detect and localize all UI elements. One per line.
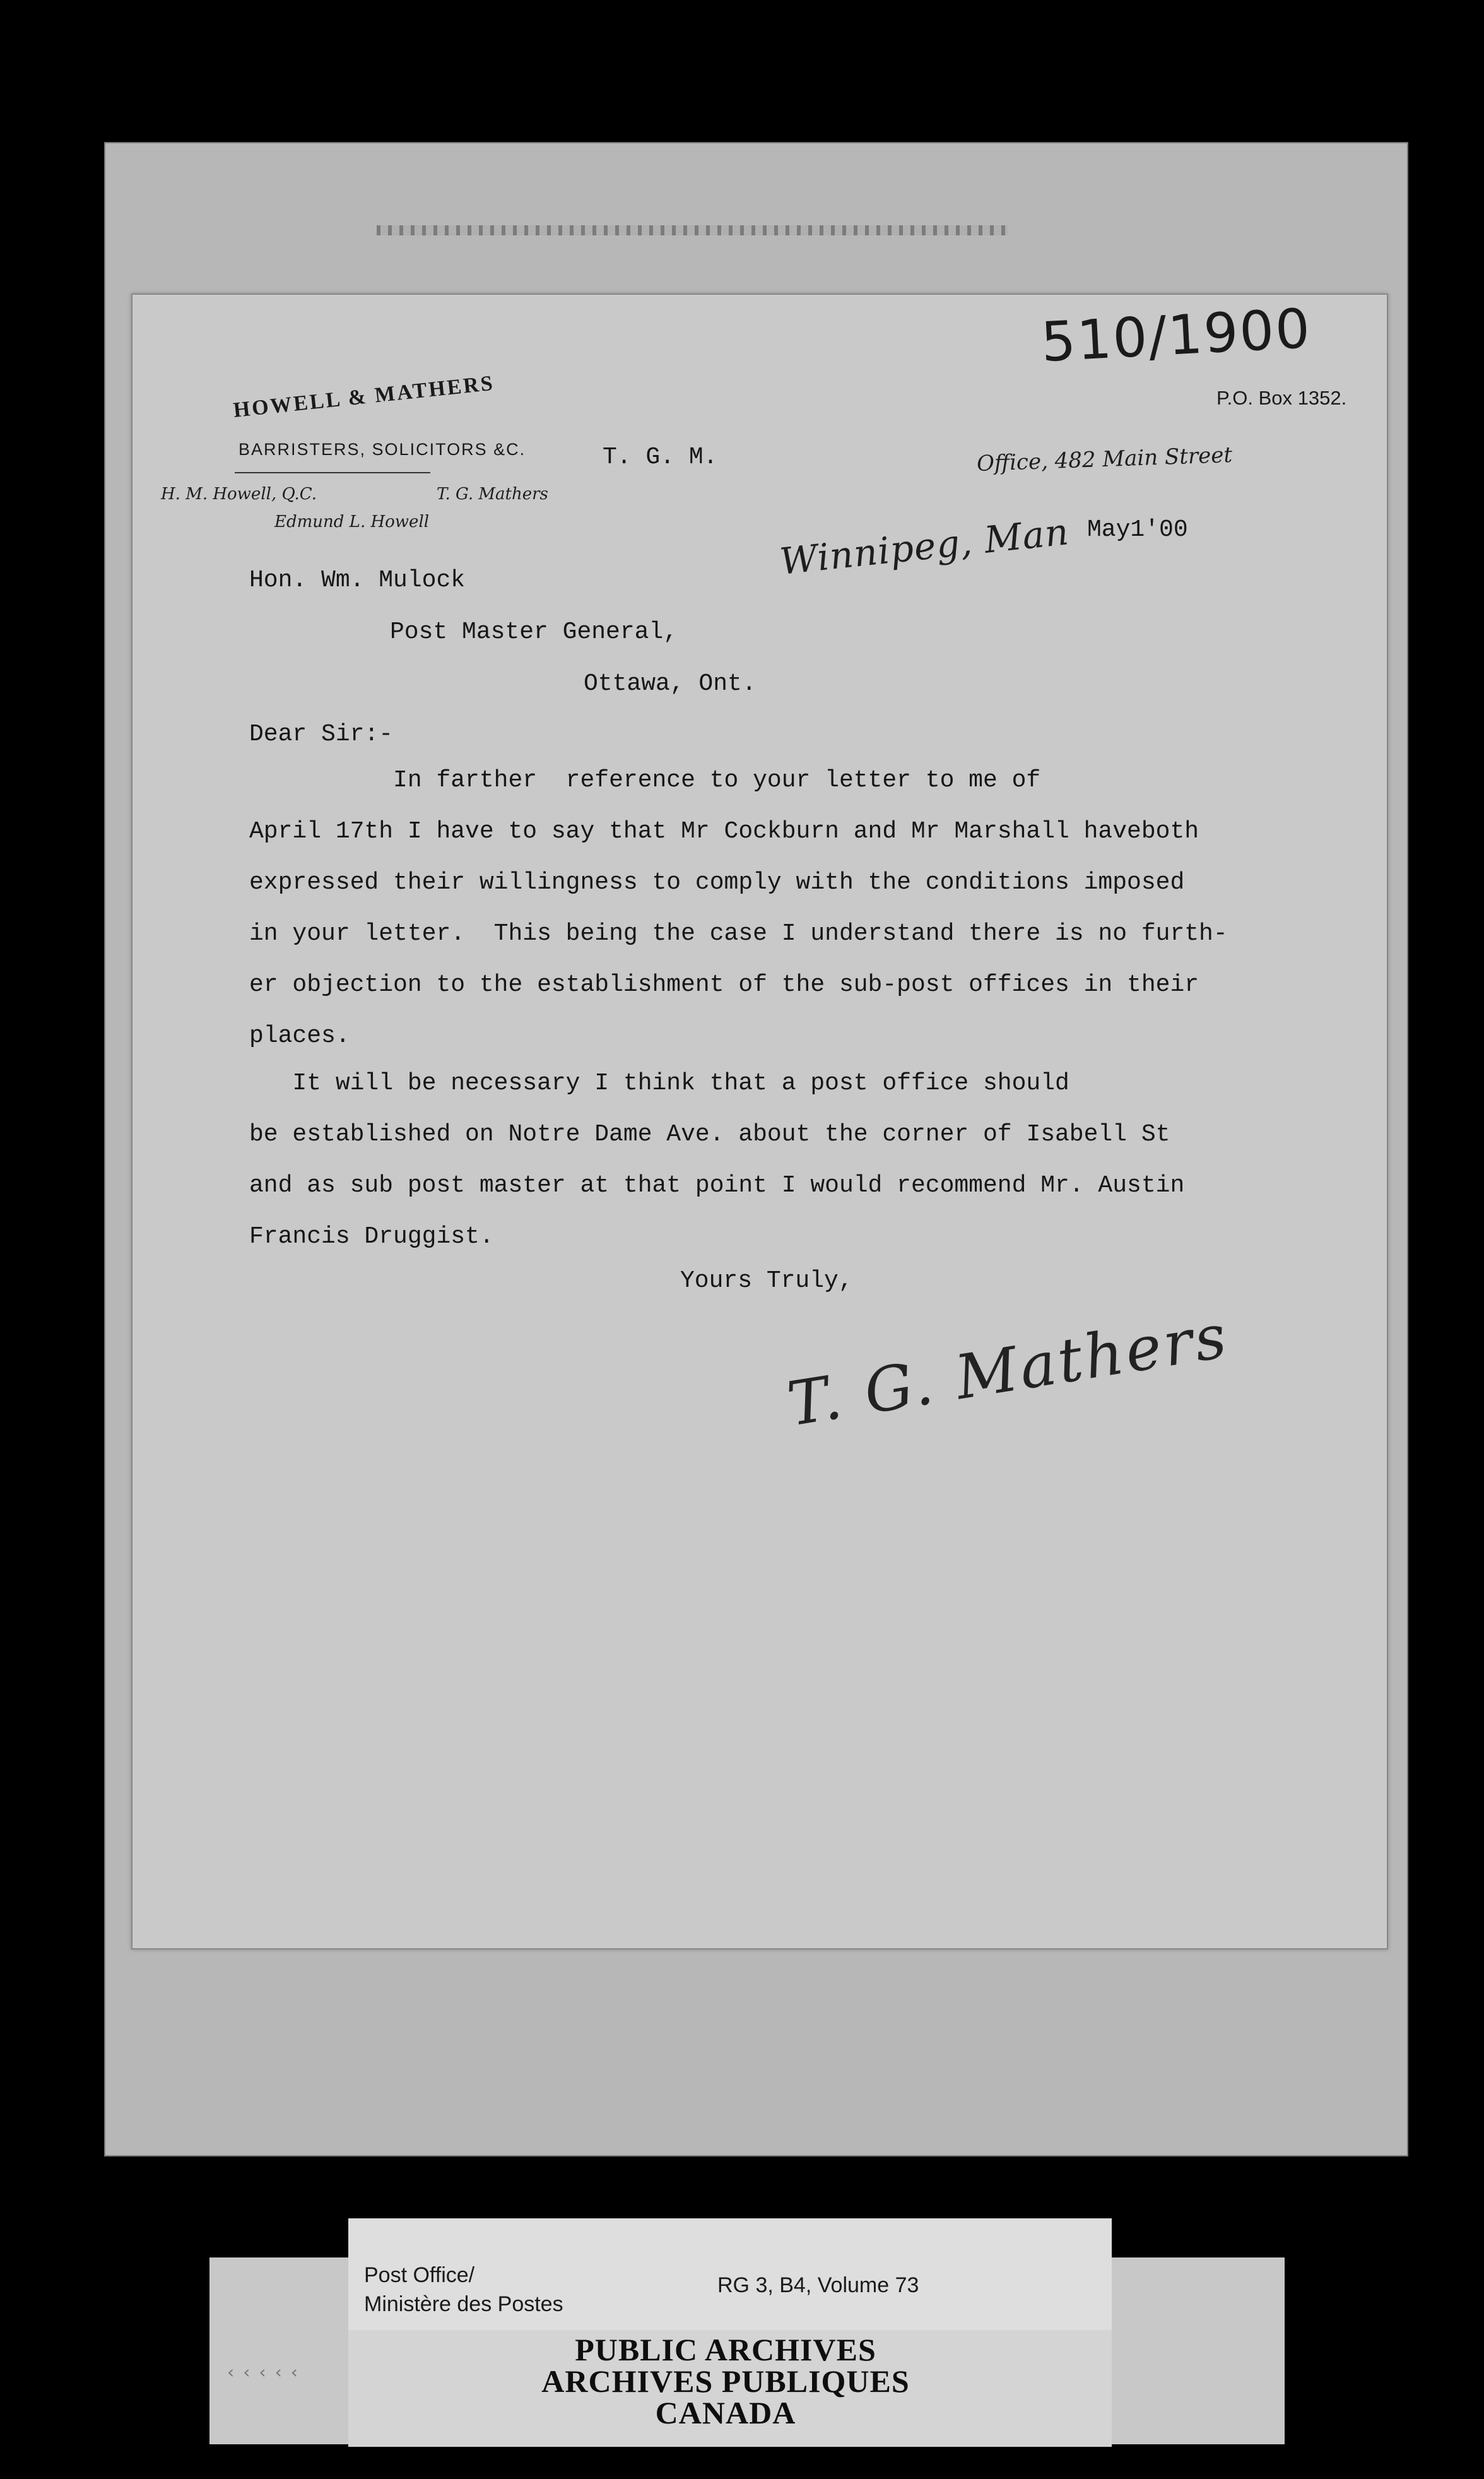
archive-stamp-line: CANADA: [655, 2395, 796, 2430]
letterhead-profession: BARRISTERS, SOLICITORS &C.: [238, 440, 526, 459]
archive-stamp-line: ARCHIVES PUBLIQUES: [541, 2364, 910, 2399]
initials: T. G. M.: [603, 444, 718, 471]
body-line: April 17th I have to say that Mr Cockburn and Mr Marshall haveboth: [249, 818, 1199, 845]
body-line: expressed their willingness to comply with the conditions imposed: [249, 869, 1185, 896]
archive-department: Post Office/: [364, 2263, 475, 2287]
letter-date: May1'00: [1087, 516, 1188, 543]
body-line: and as sub post master at that point I would recommend Mr. Austin: [249, 1172, 1185, 1199]
office-address: Office, 482 Main Street: [976, 442, 1233, 477]
strip-marks: ‹‹‹‹‹: [227, 2362, 307, 2382]
archive-stamp-line: PUBLIC ARCHIVES: [575, 2332, 876, 2367]
body-paragraph-1: [249, 755, 1297, 1062]
archive-reference: RG 3, B4, Volume 73: [717, 2273, 919, 2297]
body-line: In farther reference to your letter to me of: [249, 767, 1041, 794]
body-line: It will be necessary I think that a post office should: [249, 1070, 1069, 1097]
recipient-name: Hon. Wm. Mulock: [249, 567, 466, 594]
letterhead-partner: T. G. Mathers: [437, 485, 548, 504]
letterhead-firm: HOWELL & MATHERS: [232, 371, 496, 422]
recipient-city: Ottawa, Ont.: [584, 670, 757, 697]
letterhead-rule: [235, 472, 430, 473]
recipient-title: Post Master General,: [390, 618, 678, 646]
body-paragraph-2: [249, 1058, 1297, 1262]
body-line: be established on Notre Dame Ave. about the corner of Isabell St: [249, 1121, 1170, 1148]
body-line: er objection to the establishment of the sub-post offices in their: [249, 971, 1199, 998]
body-line: in your letter. This being the case I understand there is no furth-: [249, 920, 1228, 947]
signature: T. G. Mathers: [782, 1300, 1234, 1440]
letterhead-partner: Edmund L. Howell: [274, 512, 430, 531]
po-box: P.O. Box 1352.: [1216, 387, 1347, 409]
reference-number: 510/1900: [1039, 297, 1313, 375]
city-heading: Winnipeg, Man: [777, 510, 1071, 583]
salutation: Dear Sir:-: [249, 721, 394, 748]
archive-department-fr: Ministère des Postes: [364, 2292, 563, 2316]
body-line: places.: [249, 1022, 350, 1050]
closing: Yours Truly,: [680, 1267, 853, 1294]
letterhead-partner: H. M. Howell, Q.C.: [161, 485, 317, 504]
body-line: Francis Druggist.: [249, 1223, 494, 1250]
